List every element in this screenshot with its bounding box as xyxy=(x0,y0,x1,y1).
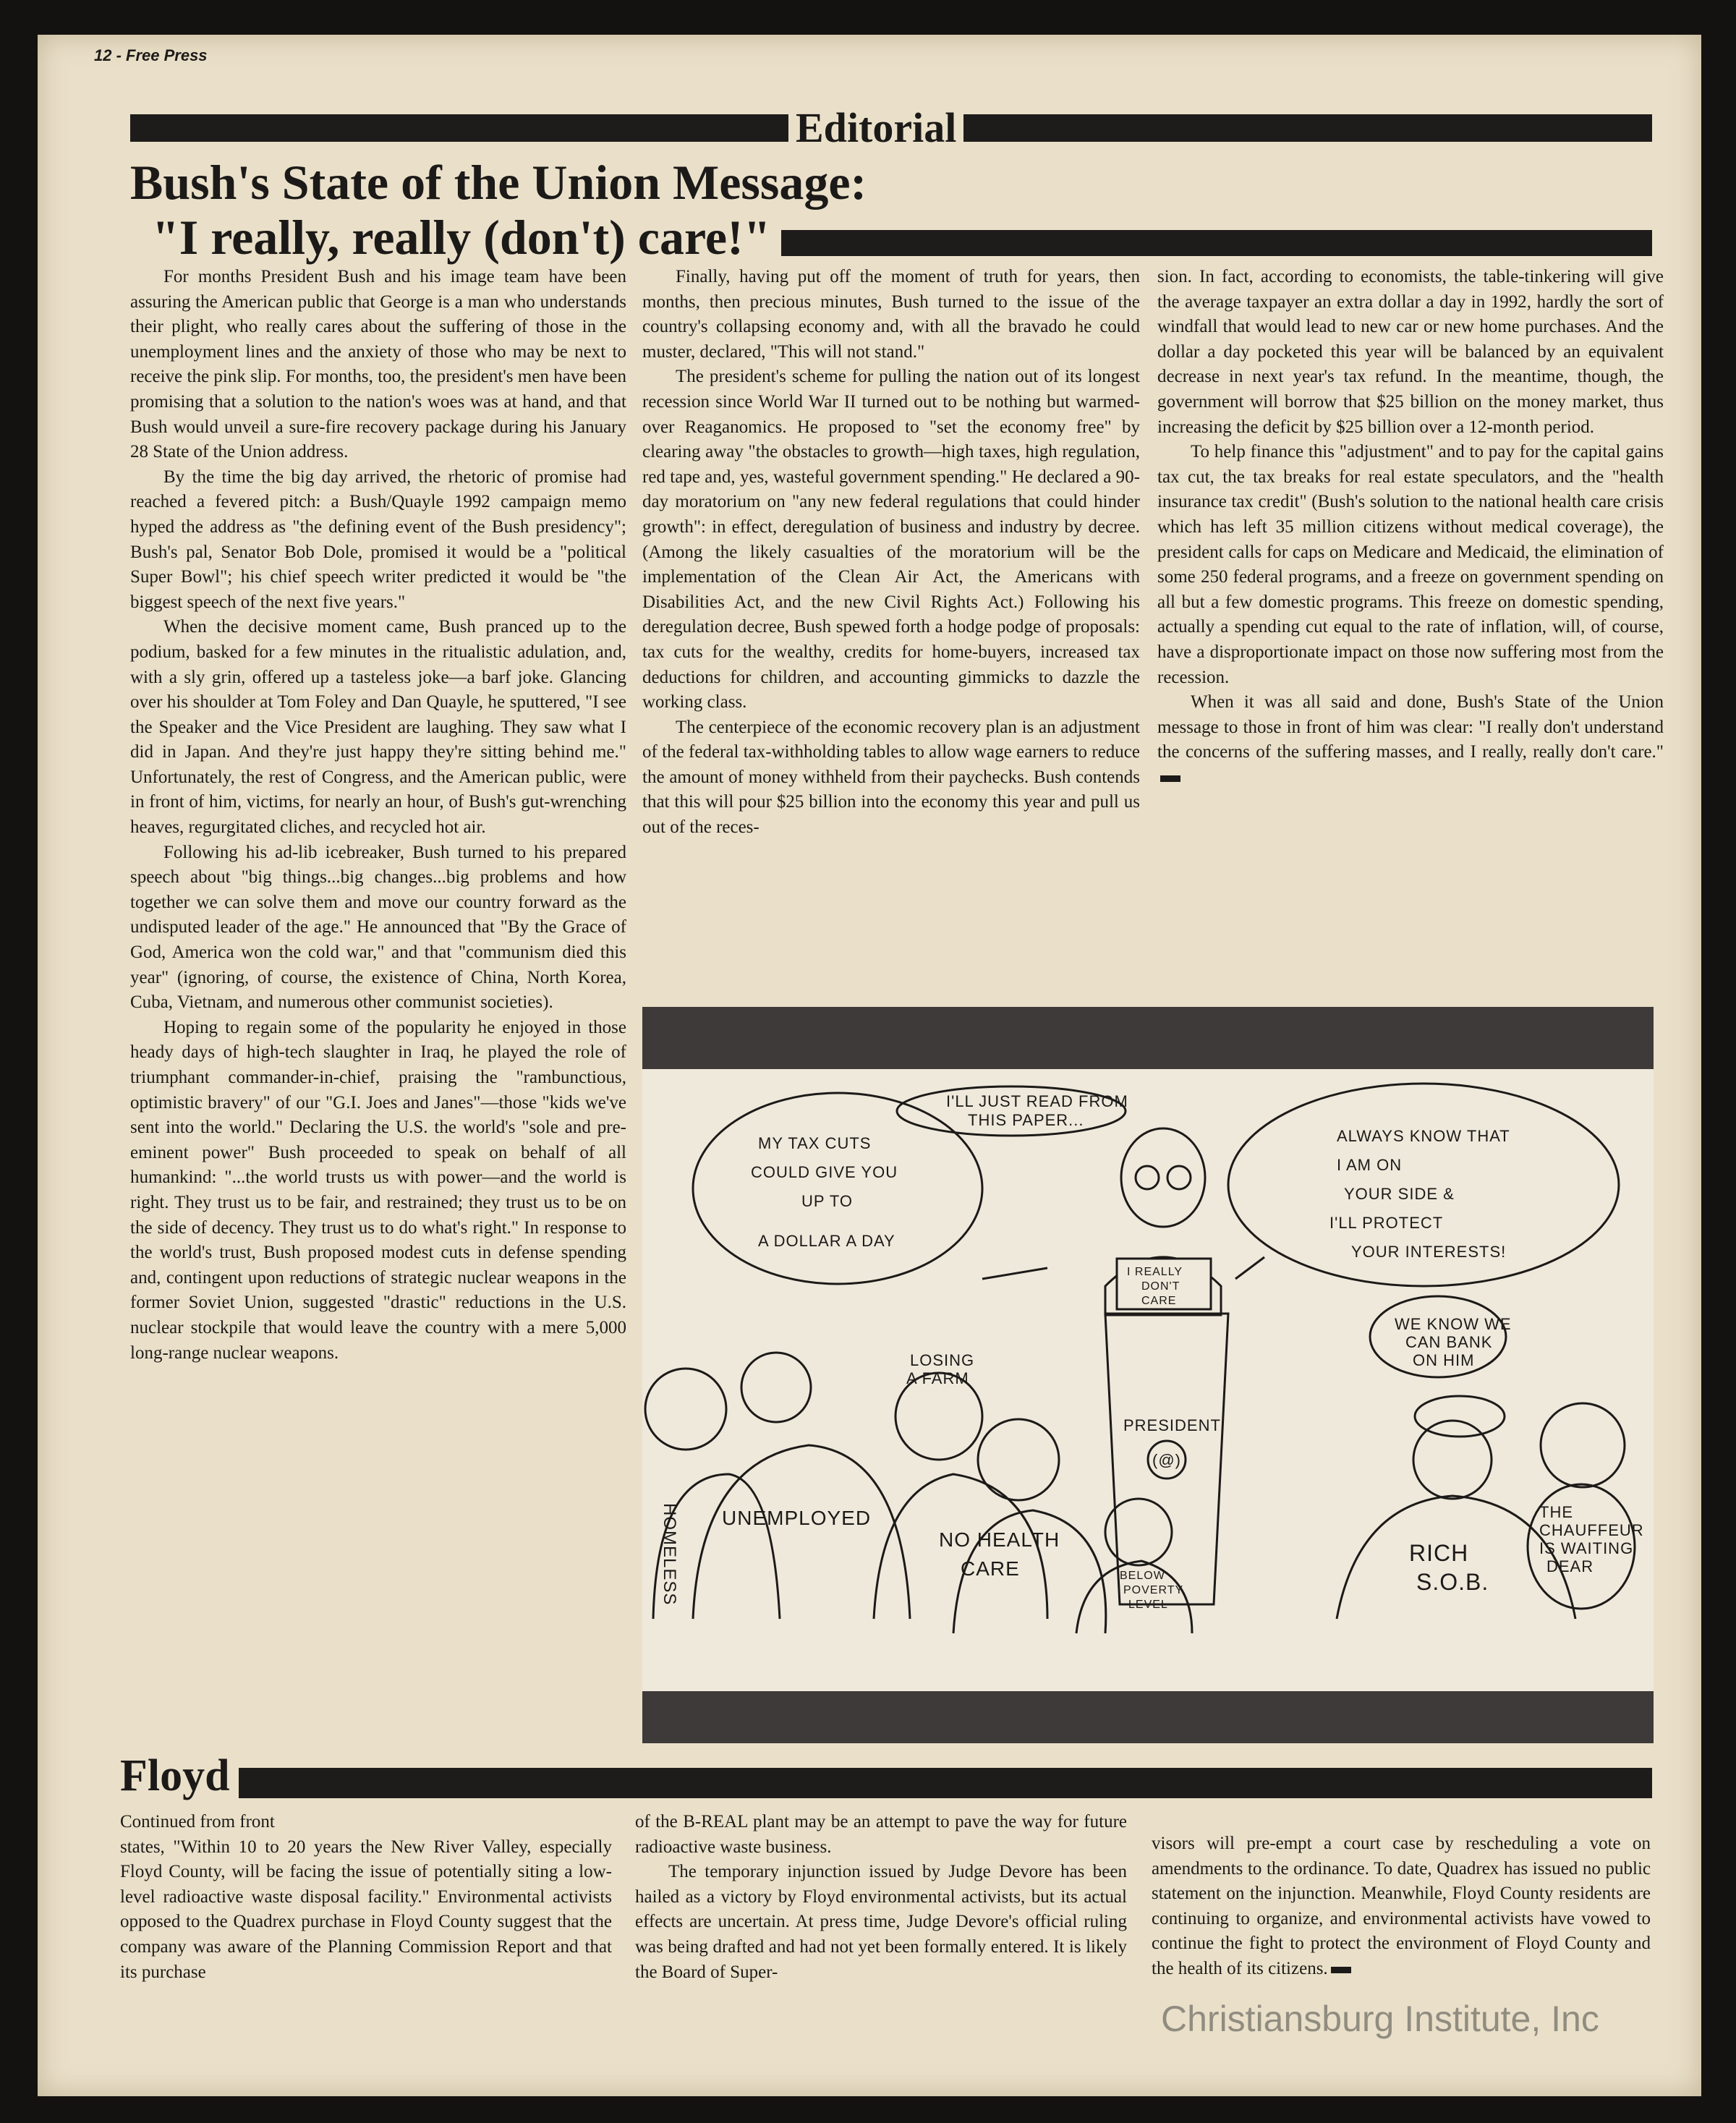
caption-chauffeur-2: CHAUFFEUR xyxy=(1539,1521,1644,1539)
end-mark xyxy=(1160,775,1180,782)
paragraph: states, "Within 10 to 20 years the New River Valley, especially Floyd County, will be facing the issue of potentially siting a low-level radioactive waste disposal facility." Environmental activists opposed to the Quadrex purchase in Floyd County suggest that the company was aware of the Planning Commission Report and that its purchase xyxy=(120,1837,612,1982)
caption-bank-3: ON HIM xyxy=(1413,1351,1475,1369)
caption-chauffeur-3: IS WAITING xyxy=(1539,1539,1634,1557)
podium-label: PRESIDENT xyxy=(1123,1416,1221,1434)
paragraph: The president's scheme for pulling the nation out of its longest recession since World War II turned out to be nothing but warmed-over Reaganomics. He proposed to "set the economy free" by clearing away "the obstacles to growth—high taxes, high regulation, red tape and, yes, wasteful government spending." He declared a 90-day moratorium on "any new federal regulations that could hinder growth": in effect, deregulation of business and industry by decree. (Among the likely casualties of the moratorium will be the implementation of the Clean Air Act, the Americans with Disabilities Act, and the new Civil Rights Act.) Following his deregulation decree, Bush spewed forth a hodge podge of proposals: tax cuts for the wealthy, credits for home-buyers, increased tax deductions for children, and accounting gimmicks to dazzle the working class. xyxy=(642,367,1140,712)
paragraph-text: visors will pre-empt a court case by rescheduling a vote on amendments to the ordinance. To date, Quadrex has issued no public statement on the injunction. Meanwhile, Floyd County residents are continuing to organize, and environmental activists have vowed to continue the fight to protect the environment of Floyd County and the health of its citizens. xyxy=(1152,1834,1651,1978)
paragraph: of the B-REAL plant may be an attempt to pave the way for future radioactive waste business. xyxy=(635,1812,1127,1857)
label-poverty-1: BELOW xyxy=(1120,1570,1165,1582)
caption-losing-farm-1: LOSING xyxy=(910,1351,975,1369)
caption-side-2: I AM ON xyxy=(1337,1156,1403,1174)
headline-line-1: Bush's State of the Union Message: xyxy=(130,155,867,210)
paragraph xyxy=(1157,690,1664,790)
caption-bank-1: WE KNOW WE xyxy=(1395,1315,1512,1333)
paragraph: The centerpiece of the economic recovery plan is an adjustment of the federal tax-withholding tables to allow wage earners to reduce the amount of money withheld from their paychecks. Bush contends that this will pour $25 billion into the economy this year and pull us out of the reces- xyxy=(642,717,1140,838)
caption-read-1: I'LL JUST READ FROM xyxy=(946,1092,1128,1110)
paper-text-3: CARE xyxy=(1141,1295,1177,1307)
podium-seal: (@) xyxy=(1152,1451,1181,1469)
label-poverty-3: LEVEL xyxy=(1128,1599,1168,1611)
label-poverty-2: POVERTY xyxy=(1123,1584,1184,1596)
caption-side-1: ALWAYS KNOW THAT xyxy=(1337,1127,1510,1145)
paragraph xyxy=(1152,1831,1651,1982)
floyd-column-3 xyxy=(1152,1831,1651,1982)
continued-label: Continued from front xyxy=(120,1812,275,1831)
caption-side-4: I'LL PROTECT xyxy=(1329,1214,1444,1232)
page-folio: 12 - Free Press xyxy=(94,46,208,64)
bubble-tax-outline xyxy=(693,1093,982,1284)
paragraph: When the decisive moment came, Bush pranced up to the podium, basked for a few minutes in the ritualistic adulation, and, with a sly grin, offered up a tasteless joke—a barf joke. Glancing over his shoulder at Tom Foley and Dan Quayle, he sputtered, "I see the Speaker and the Vice President are laughing. They saw what I did in Japan. And they're just happy they're sitting behind me." Unfortunately, the rest of Congress, and the American public, were in front of him, victims, for nearly an hour, of Bush's gut-wrenching heaves, regurgitated cliches, and recycled hot air. xyxy=(130,617,626,838)
floyd-column-1 xyxy=(120,1810,612,1985)
caption-tax-3: UP TO xyxy=(801,1192,854,1210)
paragraph: Following his ad-lib icebreaker, Bush turned to his prepared speech about "big things...big changes...big problems and how together we can solve them and move our country forward as the undisputed leader of the age." He announced that "By the Grace of God, America won the cold war," and that "communism died this year" (ignoring, of course, the existence of China, North Korea, Cuba, Vietnam, and numerous other communist societies). xyxy=(130,842,626,1013)
paragraph: The temporary injunction issued by Judge Devore has been hailed as a victory by Floyd environmental activists, but its actual effects are uncertain. At press time, Judge Devore's official ruling was being drafted and had not yet been formally entered. It is likely the Board of Super- xyxy=(635,1862,1127,1982)
headline-line-2: "I really, really (don't) care!" xyxy=(152,210,771,265)
label-rich-1: RICH xyxy=(1409,1540,1469,1566)
section-title: Editorial xyxy=(788,106,963,150)
paper-text-2: DON'T xyxy=(1141,1280,1180,1293)
watermark: Christiansburg Institute, Inc xyxy=(1161,1999,1599,2039)
end-mark xyxy=(1331,1967,1351,1973)
cartoon-drawing xyxy=(642,1069,1654,1691)
paragraph: Hoping to regain some of the popularity he enjoyed in those heady days of high-tech slaughter in Iraq, he played the role of triumphant commander-in-chief, praising the "rambunctious, optimistic bravery" of our "G.I. Joes and Janes"—those "kids we've sent into the world." Declaring the U.S. the world's "sole and pre-eminent power" Bush proceeded to speak on behalf of all humankind: "...the world trusts us with power—and the world is right. They trust us to be fair, and restrained; they trust us to be on the side of decency. They trust us to do what's right." In response to the world's trust, Bush proposed modest cuts in defense spending and, contingent upon reductions of strategic nuclear weapons in the former Soviet Union, suggested "drastic" reductions in the U.S. nuclear stockpile that would leave the country with a mere 5,000 long-range nuclear weapons. xyxy=(130,1017,626,1363)
floyd-column-2 xyxy=(635,1810,1127,1985)
paragraph: sion. In fact, according to economists, the table-tinkering will give the average taxpayer an extra dollar a day in 1992, hardly the sort of windfall that would lead to new car or new home purchases. And the dollar a day pocketed this year will be balanced by an equivalent decrease in next year's tax refund. In the meantime, though, the government will borrow that $25 billion on the money market, thus increasing the deficit by $25 billion over a 12-month period. xyxy=(1157,267,1664,437)
paper-text-1: I REALLY xyxy=(1127,1266,1183,1278)
political-cartoon xyxy=(642,1069,1654,1691)
label-no-health-2: CARE xyxy=(961,1557,1020,1580)
caption-tax-2: COULD GIVE YOU xyxy=(751,1163,898,1181)
headline-rule xyxy=(781,230,1652,256)
paragraph-text: When it was all said and done, Bush's State of the Union message to those in front of him was clear: "I really don't understand the concerns of the suffering masses, and I really, really don't care." xyxy=(1157,692,1664,762)
editorial-column-3 xyxy=(1157,265,1664,790)
paragraph: For months President Bush and his image team have been assuring the American public that George is a man who understands their plight, who really cares about the suffering of those in the unemployment lines and the anxiety of those who may be next to receive the pink slip. For months, too, the president's men have been promising that a solution to the nation's woes was at hand, and that Bush would unveil a sure-fire recovery package during his January 28 State of the Union address. xyxy=(130,267,626,462)
editorial-column-1 xyxy=(130,265,626,1366)
caption-tax-1: MY TAX CUTS xyxy=(758,1134,872,1152)
label-unemployed: UNEMPLOYED xyxy=(722,1507,872,1529)
caption-side-3: YOUR SIDE & xyxy=(1344,1185,1455,1203)
caption-losing-farm-2: A FARM xyxy=(906,1369,969,1387)
paragraph: By the time the big day arrived, the rhetoric of promise had reached a fevered pitch: a Bush/Quayle 1992 campaign memo hyped the address as "the defining event of the Bush presidency"; Bush's pal, Senator Bob Dole, promised it would be a "political Super Bowl"; his chief speech writer predicted it would be "the biggest speech of the next five years." xyxy=(130,467,626,612)
caption-tax-4: A DOLLAR A DAY xyxy=(758,1232,895,1250)
caption-read-2: THIS PAPER... xyxy=(968,1111,1084,1129)
label-homeless: HOMELESS xyxy=(660,1503,679,1606)
caption-chauffeur-4: DEAR xyxy=(1546,1557,1594,1575)
caption-bank-2: CAN BANK xyxy=(1405,1333,1493,1351)
editorial-column-2 xyxy=(642,265,1140,841)
paragraph: To help finance this "adjustment" and to pay for the capital gains tax cut, the tax breaks for real estate speculators, and the "health insurance tax credit" (Bush's solution to the national health care crisis which has left 35 million citizens without medical coverage), the president calls for caps on Medicare and Medicaid, the elimination of some 250 federal programs, and a freeze on government spending on all but a few domestic programs. This freeze on domestic spending, actually a spending cut equal to the rate of inflation, will, of course, have a disproportionate impact on those now suffering most from the recession. xyxy=(1157,442,1664,687)
president-head xyxy=(1121,1128,1205,1227)
label-rich-2: S.O.B. xyxy=(1416,1569,1489,1595)
caption-side-5: YOUR INTERESTS! xyxy=(1351,1243,1507,1261)
paragraph: Finally, having put off the moment of truth for years, then months, then precious minutes, Bush turned to the issue of the country's collapsing economy and, with all the bravado he could muster, declared, "This will not stand." xyxy=(642,267,1140,362)
floyd-rule xyxy=(239,1768,1652,1798)
label-no-health-1: NO HEALTH xyxy=(939,1528,1060,1551)
caption-chauffeur-1: THE xyxy=(1539,1503,1573,1521)
floyd-heading: Floyd xyxy=(120,1749,237,1803)
